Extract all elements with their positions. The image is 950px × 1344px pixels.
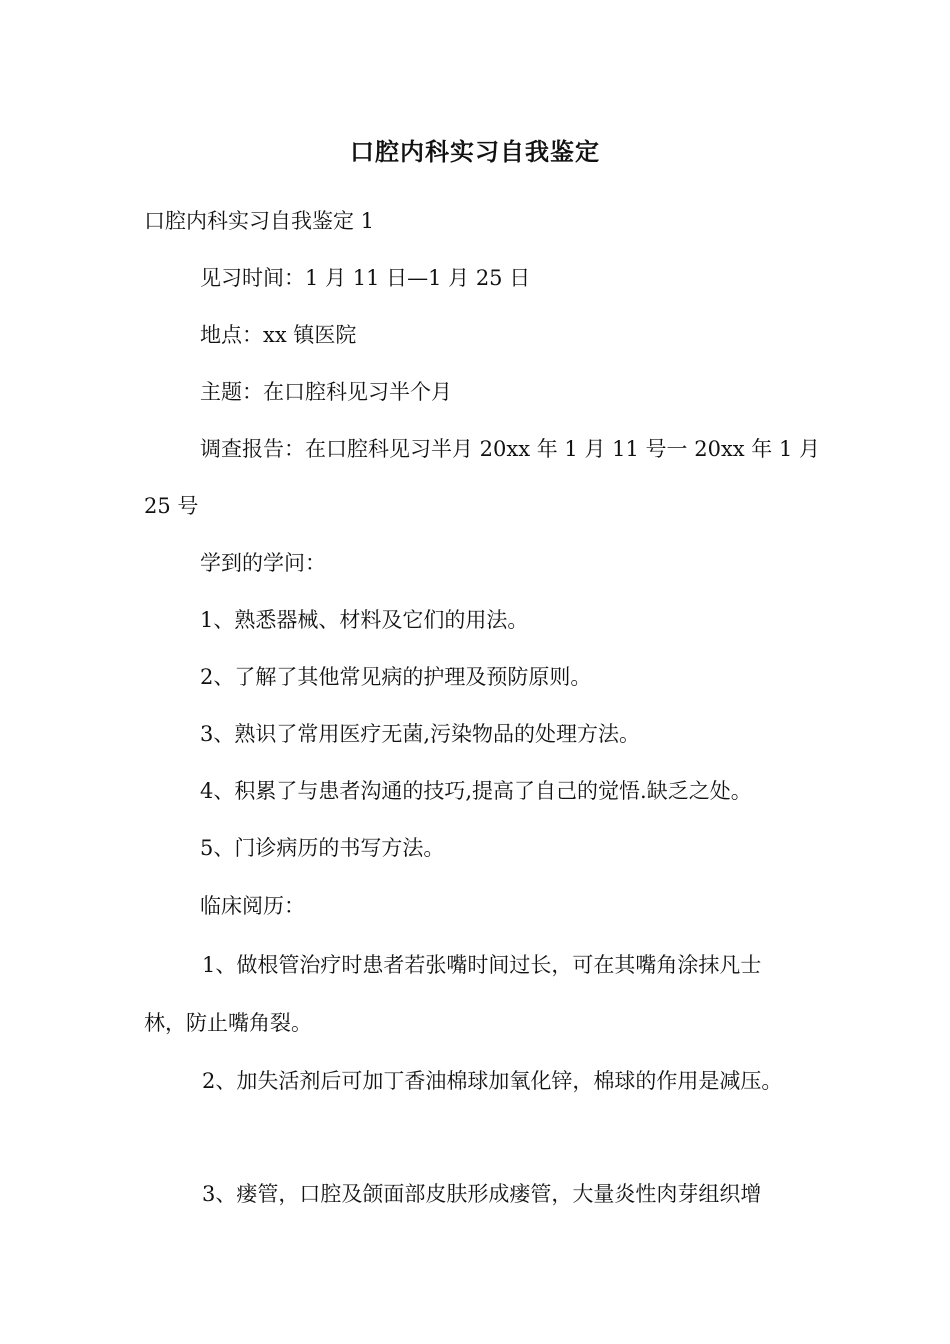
section-heading: 口腔内科实习自我鉴定 1 [144,209,375,233]
internship-place: 地点：xx 镇医院 [200,323,357,347]
clinical-item-2: 2、加失活剂后可加丁香油棉球加氧化锌，棉球的作用是减压。 [202,1069,783,1093]
report-line-2: 25 号 [144,494,199,518]
learned-item: 2、了解了其他常见病的护理及预防原则。 [200,665,592,689]
internship-topic: 主题：在口腔科见习半个月 [200,380,452,404]
learned-item: 4、积累了与患者沟通的技巧,提高了自己的觉悟.缺乏之处。 [200,779,752,803]
learned-item: 1、熟悉器械、材料及它们的用法。 [200,608,529,632]
learned-heading: 学到的学问： [200,551,326,575]
clinical-item-1-line-1: 1、做根管治疗时患者若张嘴时间过长，可在其嘴角涂抹凡士 [202,953,762,977]
clinical-item-3: 3、瘘管，口腔及颌面部皮肤形成瘘管，大量炎性肉芽组织增 [202,1182,762,1206]
internship-time: 见习时间：1 月 11 日—1 月 25 日 [200,266,531,290]
document-title: 口腔内科实习自我鉴定 [350,137,600,166]
report-line-1: 调查报告：在口腔科见习半月 20xx 年 1 月 11 号一 20xx 年 1 月 [200,437,821,461]
learned-item: 5、门诊病历的书写方法。 [200,836,445,860]
clinical-item-1-line-2: 林，防止嘴角裂。 [144,1011,312,1035]
learned-item: 3、熟识了常用医疗无菌,污染物品的处理方法。 [200,722,641,746]
clinical-heading: 临床阅历： [200,894,305,918]
